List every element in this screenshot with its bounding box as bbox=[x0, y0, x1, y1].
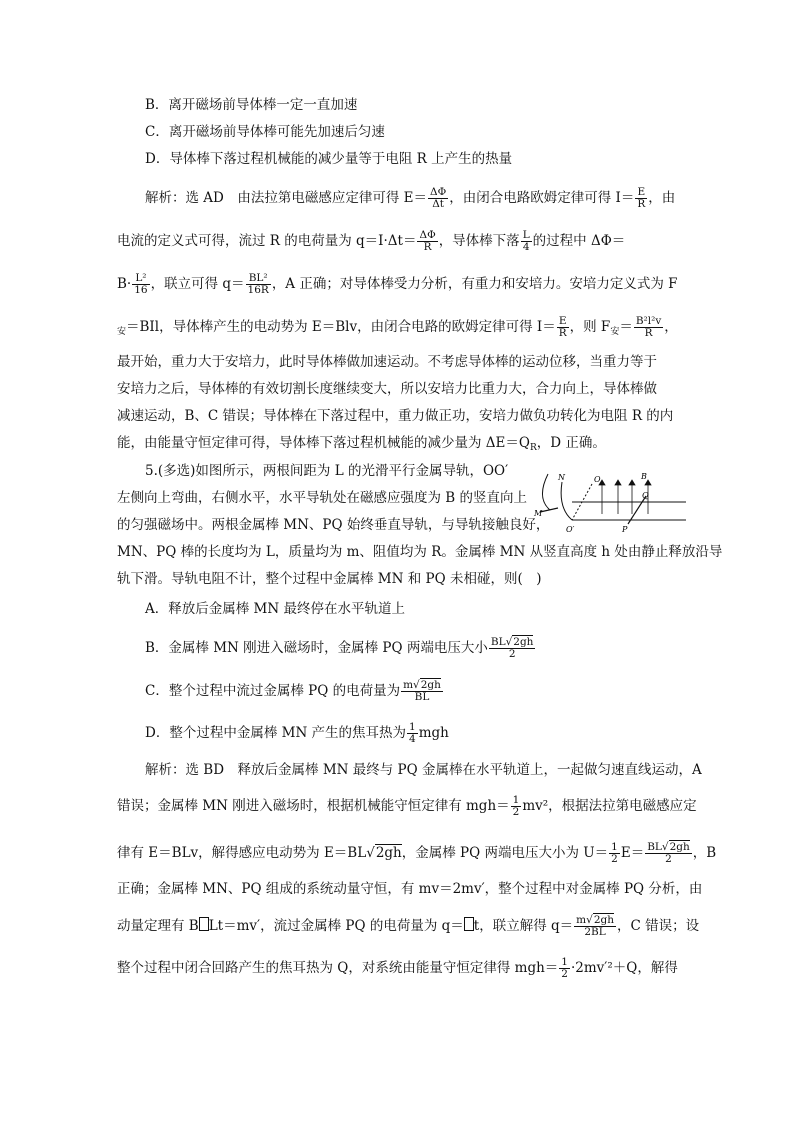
denominator: 2 bbox=[561, 968, 568, 980]
label-m: M bbox=[534, 509, 543, 518]
text: ，D 正确。 bbox=[536, 435, 606, 451]
text: BL bbox=[490, 636, 506, 648]
subscript: 安 bbox=[117, 327, 127, 337]
numerator: BL√2gh bbox=[490, 636, 534, 648]
q4-analysis-line-5: 最开始，重力大于安培力，此时导体棒做加速运动。不考虑导体棒的运动位移，当重力等于 bbox=[117, 354, 657, 370]
text: 错误；金属棒 MN 刚进入磁场时，根据机械能守恒定律有 mgh＝ bbox=[117, 798, 510, 814]
q5-analysis-line-4: 正确；金属棒 MN、PQ 组成的系统动量守恒，有 mv＝2mv′，整个过程中对金属棒 PQ 分析，由 bbox=[117, 881, 703, 897]
q4-analysis-line-1 bbox=[145, 187, 675, 210]
numerator: L² bbox=[132, 273, 149, 285]
numerator: BL² bbox=[246, 273, 271, 285]
q4-analysis-line-2 bbox=[117, 230, 625, 253]
fraction bbox=[635, 187, 647, 210]
text: ＝BIl，导体棒产生的电动势为 E＝Blv，由闭合电路的欧姆定律可得 I＝ bbox=[126, 319, 556, 335]
text: 整个过程中闭合回路产生的焦耳热为 Q，对系统由能量守恒定律得 mgh＝ bbox=[117, 960, 559, 976]
label-p: P bbox=[622, 525, 628, 534]
fraction bbox=[511, 795, 522, 818]
denominator: Δt bbox=[432, 198, 445, 210]
text: Lt＝mv′，流过金属棒 PQ 的电荷量为 q＝ bbox=[208, 918, 464, 934]
subscript: 安 bbox=[610, 327, 620, 337]
q5-stem-line-2: 左侧向上弯曲，右侧水平，水平导轨处在磁感应强度为 B 的竖直向上 bbox=[117, 490, 528, 506]
denominator: R bbox=[558, 327, 567, 339]
curved-rail-back bbox=[542, 474, 550, 510]
text: BL bbox=[647, 841, 662, 853]
q5-option-a: A．释放后金属棒 MN 最终停在水平轨道上 bbox=[145, 601, 405, 617]
sqrt-content: 2gh bbox=[375, 845, 402, 861]
denominator: 2BL bbox=[584, 926, 606, 938]
q5-option-c bbox=[145, 680, 444, 703]
label-o: O bbox=[594, 475, 601, 484]
q4-option-c: C．离开磁场前导体棒可能先加速后匀速 bbox=[145, 124, 385, 140]
q4-analysis-line-4 bbox=[117, 316, 678, 342]
numerator: ΔΦ bbox=[419, 229, 436, 241]
denominator: R bbox=[637, 198, 646, 210]
fraction bbox=[246, 273, 271, 296]
missing-glyph-box bbox=[199, 917, 209, 931]
q5-stem-line-3: 的匀强磁场中。两根金属棒 MN、PQ 始终垂直导轨，与导轨接触良好， bbox=[117, 517, 550, 533]
text: 电流的定义式可得，流过 R 的电荷量为 q＝I·Δt＝ bbox=[117, 233, 417, 249]
denominator: R bbox=[644, 327, 653, 339]
numerator: 1 bbox=[409, 721, 416, 733]
fraction bbox=[401, 680, 443, 703]
text: mgh bbox=[418, 725, 449, 741]
fraction bbox=[574, 915, 616, 938]
fraction bbox=[634, 316, 663, 339]
q5-analysis-line-5 bbox=[117, 915, 699, 938]
q4-option-b: B．离开磁场前导体棒一定一直加速 bbox=[145, 97, 358, 113]
text: ，由闭合电路欧姆定律可得 I＝ bbox=[449, 190, 635, 206]
fraction bbox=[407, 722, 418, 745]
numerator: B²l²v bbox=[635, 315, 662, 327]
numerator: BL√2gh bbox=[647, 841, 690, 853]
sqrt-content: 2gh bbox=[593, 914, 614, 926]
denominator: R bbox=[423, 241, 432, 253]
q5-analysis-line-1: 解析：选 BD 释放后金属棒 MN 最终与 PQ 金属棒在水平轨道上，一起做匀速直线运动，A bbox=[145, 762, 702, 778]
denominator: 16R bbox=[247, 284, 269, 296]
text: ·2mv′²＋Q，解得 bbox=[570, 960, 678, 976]
fraction bbox=[559, 957, 570, 980]
sqrt-content: 2gh bbox=[513, 636, 534, 648]
text: 能，由能量守恒定律可得，导体棒下落过程机械能的减少量为 ΔE＝Q bbox=[117, 435, 530, 451]
fraction bbox=[609, 842, 620, 865]
fraction bbox=[557, 316, 569, 339]
curved-rail-front bbox=[561, 482, 572, 520]
text: ，金属棒 PQ 两端电压大小为 U＝ bbox=[401, 845, 609, 861]
text: ，C 错误；设 bbox=[616, 918, 700, 934]
label-n: N bbox=[558, 473, 565, 482]
q4-analysis-line-6: 安培力之后，导体棒的有效切割长度继续变大，所以安培力比重力大，合力向上，导体棒做 bbox=[117, 381, 657, 397]
text: 动量定理有 B bbox=[117, 918, 199, 934]
q5-option-b bbox=[145, 637, 536, 660]
q4-analysis-line-8 bbox=[117, 433, 606, 458]
fraction bbox=[417, 230, 437, 253]
label-q: Q bbox=[642, 491, 649, 500]
fraction bbox=[489, 637, 536, 660]
fraction bbox=[132, 273, 149, 296]
q4-option-d: D．导体棒下落过程机械能的减少量等于电阻 R 上产生的热量 bbox=[145, 151, 513, 167]
q5-stem-line-4: MN、PQ 棒的长度均为 L，质量均为 m、阻值均为 R。金属棒 MN 从竖直高度 h 处由静止释放沿导 bbox=[117, 544, 723, 560]
denominator: 2 bbox=[665, 853, 672, 865]
subscript: R bbox=[529, 443, 537, 453]
denominator: 2 bbox=[611, 853, 618, 865]
q4-analysis-line-3 bbox=[117, 273, 678, 296]
text: 律有 E＝BLv，解得感应电动势为 E＝BL bbox=[117, 845, 367, 861]
denominator: 2 bbox=[512, 806, 520, 818]
numerator: E bbox=[557, 316, 569, 328]
q5-option-d bbox=[145, 722, 449, 745]
denominator: 2 bbox=[508, 648, 516, 660]
denominator: 4 bbox=[409, 733, 416, 745]
missing-glyph-box bbox=[464, 917, 474, 931]
denominator: 4 bbox=[522, 241, 530, 253]
numerator: E bbox=[635, 187, 647, 199]
numerator: 1 bbox=[561, 956, 568, 968]
denominator: 16 bbox=[134, 284, 148, 296]
fraction bbox=[521, 230, 532, 253]
numerator: 1 bbox=[611, 841, 618, 853]
text: m bbox=[576, 914, 587, 926]
fraction bbox=[428, 187, 448, 210]
text: ，A 正确；对导体棒受力分析，有重力和安培力。安培力定义式为 F bbox=[271, 276, 678, 292]
fraction bbox=[645, 842, 692, 865]
numerator: m√2gh bbox=[403, 679, 441, 691]
text: B．金属棒 MN 刚进入磁场时，金属棒 PQ 两端电压大小 bbox=[145, 640, 488, 656]
rail-magnetic-field-diagram bbox=[528, 468, 688, 540]
numerator: ΔΦ bbox=[430, 186, 447, 198]
text: t，联立解得 q＝ bbox=[473, 918, 574, 934]
text: C．整个过程中流过金属棒 PQ 的电荷量为 bbox=[145, 683, 401, 699]
text: ，导体棒下落 bbox=[438, 233, 520, 249]
label-o-prime: O′ bbox=[566, 525, 575, 534]
q5-analysis-line-2 bbox=[117, 795, 697, 818]
text: ，B bbox=[692, 845, 717, 861]
q5-analysis-line-3: 律有 E＝BLv，解得感应电动势为 E＝BL√2gh，金属棒 PQ 两端电压大小为 U＝ $\frac{1}{2}$ E＝ $\frac{BL√2gh}{2}$ ，B bbox=[117, 841, 717, 865]
text: B· bbox=[117, 276, 132, 292]
sqrt-content: 2gh bbox=[669, 841, 690, 853]
diagram-svg bbox=[528, 468, 688, 540]
text: ，由 bbox=[648, 190, 676, 206]
numerator: m√2gh bbox=[576, 914, 614, 926]
text: E＝ bbox=[620, 845, 645, 861]
text: ， bbox=[664, 319, 678, 335]
numerator: 1 bbox=[512, 794, 520, 806]
text: D．整个过程中金属棒 MN 产生的焦耳热为 bbox=[145, 725, 407, 741]
q5-stem-line-5: 轨下滑。导轨电阻不计，整个过程中金属棒 MN 和 PQ 未相碰，则( ) bbox=[117, 571, 542, 587]
text: 解析：选 AD 由法拉第电磁感应定律可得 E＝ bbox=[145, 190, 428, 206]
sqrt-content: 2gh bbox=[420, 679, 441, 691]
q5-stem-line-1: 5.(多选)如图所示，两根间距为 L 的光滑平行金属导轨，OO′ bbox=[145, 463, 509, 479]
text: ＝ bbox=[619, 319, 633, 335]
text: 的过程中 ΔΦ＝ bbox=[532, 233, 626, 249]
denominator: BL bbox=[414, 691, 430, 703]
label-b: B bbox=[641, 472, 647, 481]
numerator: L bbox=[522, 229, 530, 241]
q5-analysis-line-6 bbox=[117, 957, 678, 980]
text: ，则 F bbox=[569, 319, 611, 335]
q4-analysis-line-7: 减速运动，B、C 错误；导体棒在下落过程中，重力做正功，安培力做负功转化为电阻 R 的内 bbox=[117, 408, 674, 424]
text: m bbox=[403, 679, 414, 691]
text: ，联立可得 q＝ bbox=[150, 276, 245, 292]
text: mv²，根据法拉第电磁感应定 bbox=[522, 798, 697, 814]
